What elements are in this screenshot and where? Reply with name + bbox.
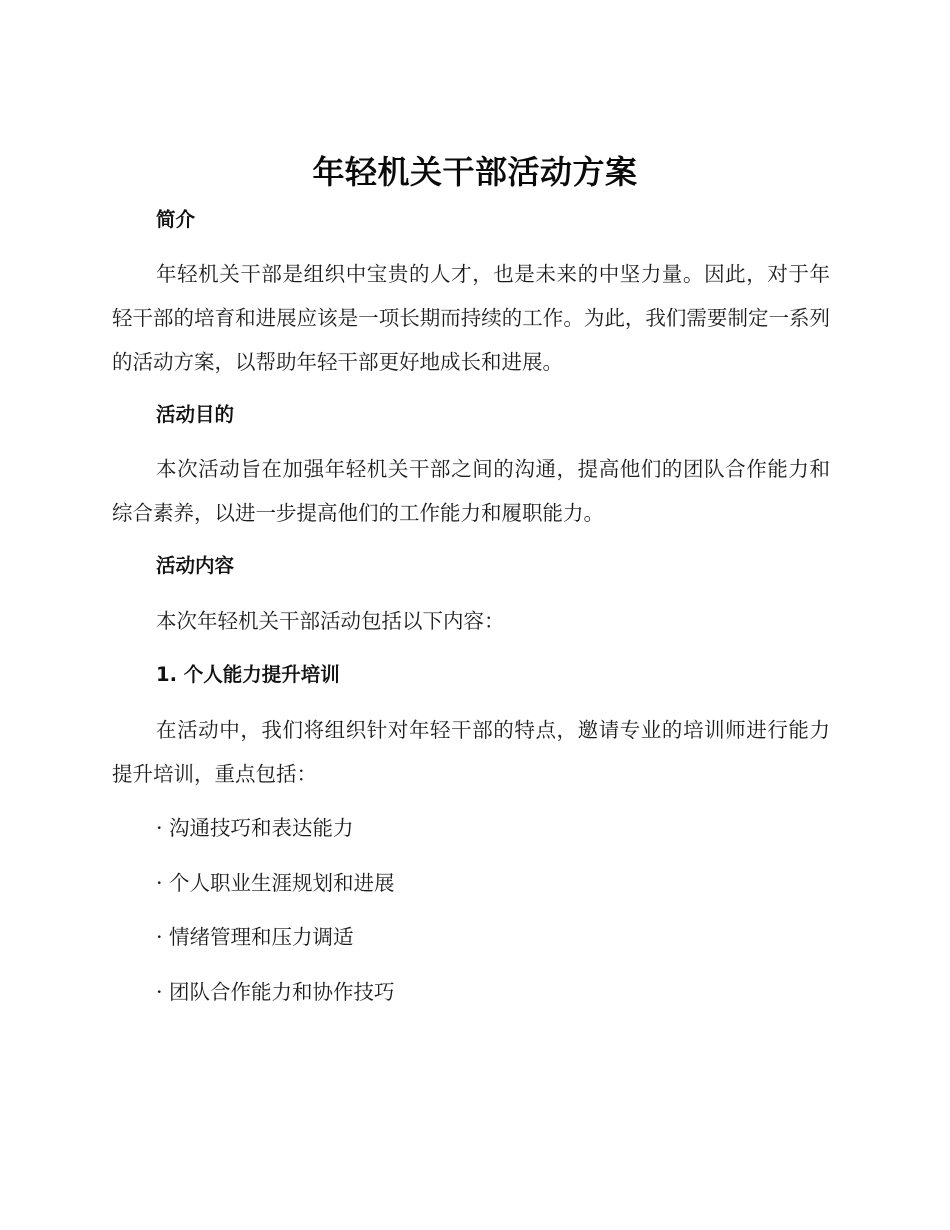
section-heading-intro: 简介 bbox=[156, 208, 196, 231]
section-paragraph-purpose: 本次活动旨在加强年轻机关干部之间的沟通，提高他们的团队合作能力和综合素养，以进一步提高他们的工作能力和履职能力。 bbox=[112, 457, 830, 525]
bullet-item: · 团队合作能力和协作技巧 bbox=[156, 980, 395, 1004]
section-paragraph-intro: 年轻机关干部是组织中宝贵的人才，也是未来的中坚力量。因此，对于年轻干部的培育和进展应该是一项长期而持续的工作。为此，我们需要制定一系列的活动方案，以帮助年轻干部更好地成长和进展。 bbox=[112, 262, 830, 374]
subsection-paragraph-training: 在活动中，我们将组织针对年轻干部的特点，邀请专业的培训师进行能力提升培训，重点包括： bbox=[112, 718, 830, 786]
section-intro-content: 本次年轻机关干部活动包括以下内容： bbox=[156, 609, 505, 633]
bullet-item: · 沟通技巧和表达能力 bbox=[156, 816, 354, 840]
section-heading-purpose: 活动目的 bbox=[156, 403, 235, 426]
bullet-item: · 个人职业生涯规划和进展 bbox=[156, 871, 395, 895]
bullet-item: · 情绪管理和压力调适 bbox=[156, 925, 354, 949]
subsection-heading-training: 1. 个人能力提升培训 bbox=[156, 663, 340, 686]
section-heading-content: 活动内容 bbox=[156, 554, 235, 577]
document-title: 年轻机关干部活动方案 bbox=[312, 153, 638, 191]
